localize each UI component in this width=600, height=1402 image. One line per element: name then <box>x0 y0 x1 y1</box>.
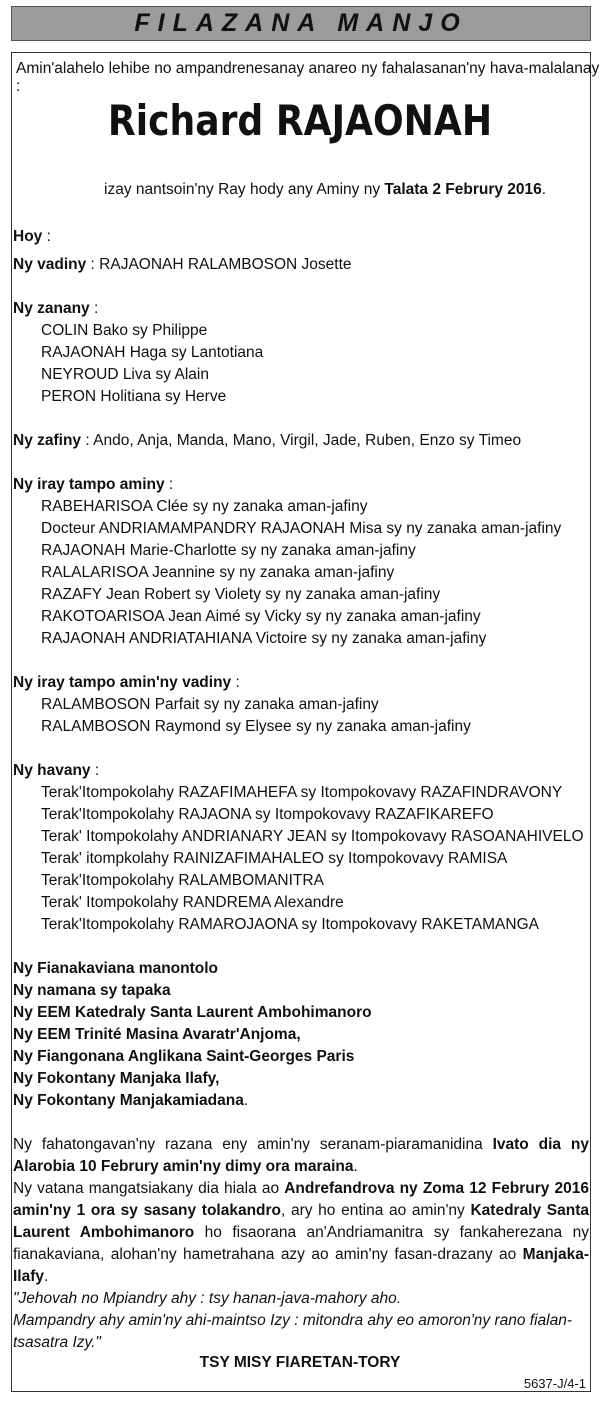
sibling-item: Docteur ANDRIAMAMPANDRY RAJAONAH Misa sy ny zanaka aman-jafiny <box>41 520 562 537</box>
institutions-period: . <box>243 1092 249 1109</box>
institution-name: Ny EEM Trinité Masina Avaratr'Anjoma, <box>13 1026 301 1043</box>
sibling-item: RABEHARISOA Clée sy ny zanaka aman-jafiny <box>41 498 368 515</box>
funeral-burial-place: Manjaka-Ilafy <box>13 1246 589 1285</box>
institution-item <box>13 1024 372 1046</box>
child-item: PERON Holitiana sy Herve <box>41 388 227 405</box>
institution-item <box>13 1002 372 1024</box>
sibling-item: RALALARISOA Jeannine sy ny zanaka aman-jafiny <box>41 564 395 581</box>
child-item: COLIN Bako sy Philippe <box>41 322 208 339</box>
sibling-item: RAJAONAH ANDRIATAHIANA Victoire sy ny zanaka aman-jafiny <box>41 630 487 647</box>
institution-name: Ny namana sy tapaka <box>13 982 171 999</box>
children-section: Ny zanany : COLIN Bako sy Philippe RAJAONAH Haga sy Lantotiana NEYROUD Liva sy Alain PERON Holitiana sy Herve <box>13 298 263 408</box>
relative-item: Terak' itompkolahy RAINIZAFIMAHALEO sy Itompokovavy RAMISA <box>41 850 508 867</box>
institution-item <box>13 1090 372 1112</box>
death-period: . <box>541 181 547 198</box>
funeral-paragraph <box>13 1178 589 1288</box>
institutions-section <box>13 958 372 1112</box>
institution-name: Ny Fianakaviana manontolo <box>13 960 218 977</box>
wife-sibling-item: RALAMBOSON Raymond sy Elysee sy ny zanaka aman-jafiny <box>41 718 471 735</box>
deceased-name: Richard RAJAONAH <box>107 96 493 145</box>
viewing-paragraph <box>13 1134 589 1178</box>
siblings-section: Ny iray tampo aminy : RABEHARISOA Clée sy ny zanaka aman-jafiny Docteur ANDRIAMAMPANDRY RAJAONAH Misa sy ny zanaka aman-jafiny RAJAONAH Marie-Charlotte sy ny zanaka aman-jafiny RALALARISOA Jeannine sy ny zanaka aman-jafiny RAZAFY Jean Robert sy Violety sy ny zanaka aman-jafiny RAKOTOARISOA Jean Aimé sy Vicky sy ny zanaka aman-jafiny RAJAONAH ANDRIATAHIANA Victoire sy ny zanaka aman-jafiny <box>13 474 561 650</box>
grandchildren-value: Ando, Anja, Manda, Mano, Virgil, Jade, Ruben, Enzo sy Timeo <box>93 432 522 449</box>
institution-name: Ny EEM Katedraly Santa Laurent Ambohimanoro <box>13 1004 372 1021</box>
institution-item <box>13 1068 372 1090</box>
viewing-text: Ny fahatongavan'ny razana eny amin'ny seranam-piaramanidina <box>13 1136 493 1153</box>
reference-code: 5637-J/4-1 <box>523 1376 586 1391</box>
institution-name: Ny Fokontany Manjaka Ilafy, <box>13 1070 220 1087</box>
funeral-text-2: , ary ho entina ao amin'ny <box>281 1202 471 1219</box>
wife-label: Ny vadiny <box>13 256 87 273</box>
institution-item <box>13 958 372 980</box>
signature-line: TSY MISY FIARETAN-TORY <box>199 1354 401 1371</box>
funeral-end: . <box>44 1268 49 1285</box>
sibling-item: RAKOTOARISOA Jean Aimé sy Vicky sy ny zanaka aman-jafiny <box>41 608 481 625</box>
hoy-line: Hoy : <box>13 228 51 245</box>
relative-item: Terak' Itompokolahy ANDRIANARY JEAN sy Itompokovavy RASOANAHIVELO <box>41 828 584 845</box>
death-date: Talata 2 Februry 2016 <box>384 181 542 198</box>
relative-item: Terak'Itompokolahy RAJAONA sy Itompokovavy RAZAFIKAREFO <box>41 806 494 823</box>
relative-item: Terak'Itompokolahy RAMAROJAONA sy Itompokovavy RAKETAMANGA <box>41 916 539 933</box>
sibling-item: RAJAONAH Marie-Charlotte sy ny zanaka aman-jafiny <box>41 542 416 559</box>
hoy-label: Hoy <box>13 228 43 245</box>
wife-siblings-label: Ny iray tampo amin'ny vadiny <box>13 674 232 691</box>
sibling-item: RAZAFY Jean Robert sy Violety sy ny zanaka aman-jafiny <box>41 586 441 603</box>
grandchildren-label: Ny zafiny <box>13 432 82 449</box>
relative-item: Terak'Itompokolahy RALAMBOMANITRA <box>41 872 324 889</box>
grandchildren-line: Ny zafiny : Ando, Anja, Manda, Mano, Virgil, Jade, Ruben, Enzo sy Timeo <box>13 432 522 449</box>
death-announcement <box>104 181 546 199</box>
viewing-date: Ivato dia ny Alarobia 10 Februry amin'ny dimy ora maraina <box>13 1136 589 1175</box>
notice-banner: FILAZANA MANJO <box>11 6 591 41</box>
funeral-text-1: Ny vatana mangatsiakany dia hiala ao <box>13 1180 285 1197</box>
institution-name: Ny Fiangonana Anglikana Saint-Georges Paris <box>13 1048 355 1065</box>
wife-line: Ny vadiny : RAJAONAH RALAMBOSON Josette <box>13 256 352 273</box>
institution-item <box>13 1046 372 1068</box>
viewing-end: . <box>353 1158 358 1175</box>
siblings-label: Ny iray tampo aminy <box>13 476 165 493</box>
wife-siblings-section: Ny iray tampo amin'ny vadiny : RALAMBOSON Parfait sy ny zanaka aman-jafiny RALAMBOSON Raymond sy Elysee sy ny zanaka aman-jafiny <box>13 672 471 738</box>
child-item: RAJAONAH Haga sy Lantotiana <box>41 344 264 361</box>
institution-item <box>13 980 372 1002</box>
funeral-text-3: ho fisaorana an'Andriamanitra sy fankaherezana ny fianakaviana, alohan'ny hametrahana azy ao amin'ny fasan-drazany ao <box>13 1224 589 1263</box>
wife-value: RAJAONAH RALAMBOSON Josette <box>99 256 352 273</box>
funeral-departure: Andrefandrova ny Zoma 12 Februry 2016 amin'ny 1 ora sy sasany tolakandro <box>13 1180 589 1219</box>
relatives-section: Ny havany : Terak'Itompokolahy RAZAFIMAHEFA sy Itompokovavy RAZAFINDRAVONY Terak'Itompokolahy RAJAONA sy Itompokovavy RAZAFIKAREFO Terak' Itompokolahy ANDRIANARY JEAN sy Itompokovavy RASOANAHIVELO Terak' itompkolahy RAINIZAFIMAHALEO sy Itompokovavy RAMISA Terak'Itompokolahy RALAMBOMANITRA Terak' Itompokolahy RANDREMA Alexandre Terak'Itompokolahy RAMAROJAONA sy Itompokovavy RAKETAMANGA <box>13 760 584 936</box>
death-text: izay nantsoin'ny Ray hody any Aminy ny <box>104 181 385 198</box>
funeral-church: Katedraly Santa Laurent Ambohimanoro <box>13 1202 589 1241</box>
child-item: NEYROUD Liva sy Alain <box>41 366 209 383</box>
intro-text: Amin'alahelo lehibe no ampandrenesanay anareo ny fahalasanan'ny hava-malalanay : <box>16 60 600 95</box>
relative-item: Terak'Itompokolahy RAZAFIMAHEFA sy Itompokovavy RAZAFINDRAVONY <box>41 784 563 801</box>
relative-item: Terak' Itompokolahy RANDREMA Alexandre <box>41 894 344 911</box>
children-label: Ny zanany <box>13 300 90 317</box>
institution-name: Ny Fokontany Manjakamiadana <box>13 1092 244 1109</box>
wife-sibling-item: RALAMBOSON Parfait sy ny zanaka aman-jafiny <box>41 696 379 713</box>
bible-quote: "Jehovah no Mpiandry ahy : tsy hanan-java-mahory aho. Mampandry ahy amin'ny ahi-maintso Izy : mitondra ahy eo amoron'ny rano fialan-tsasatra Izy." <box>13 1290 573 1351</box>
relatives-label: Ny havany <box>13 762 91 779</box>
